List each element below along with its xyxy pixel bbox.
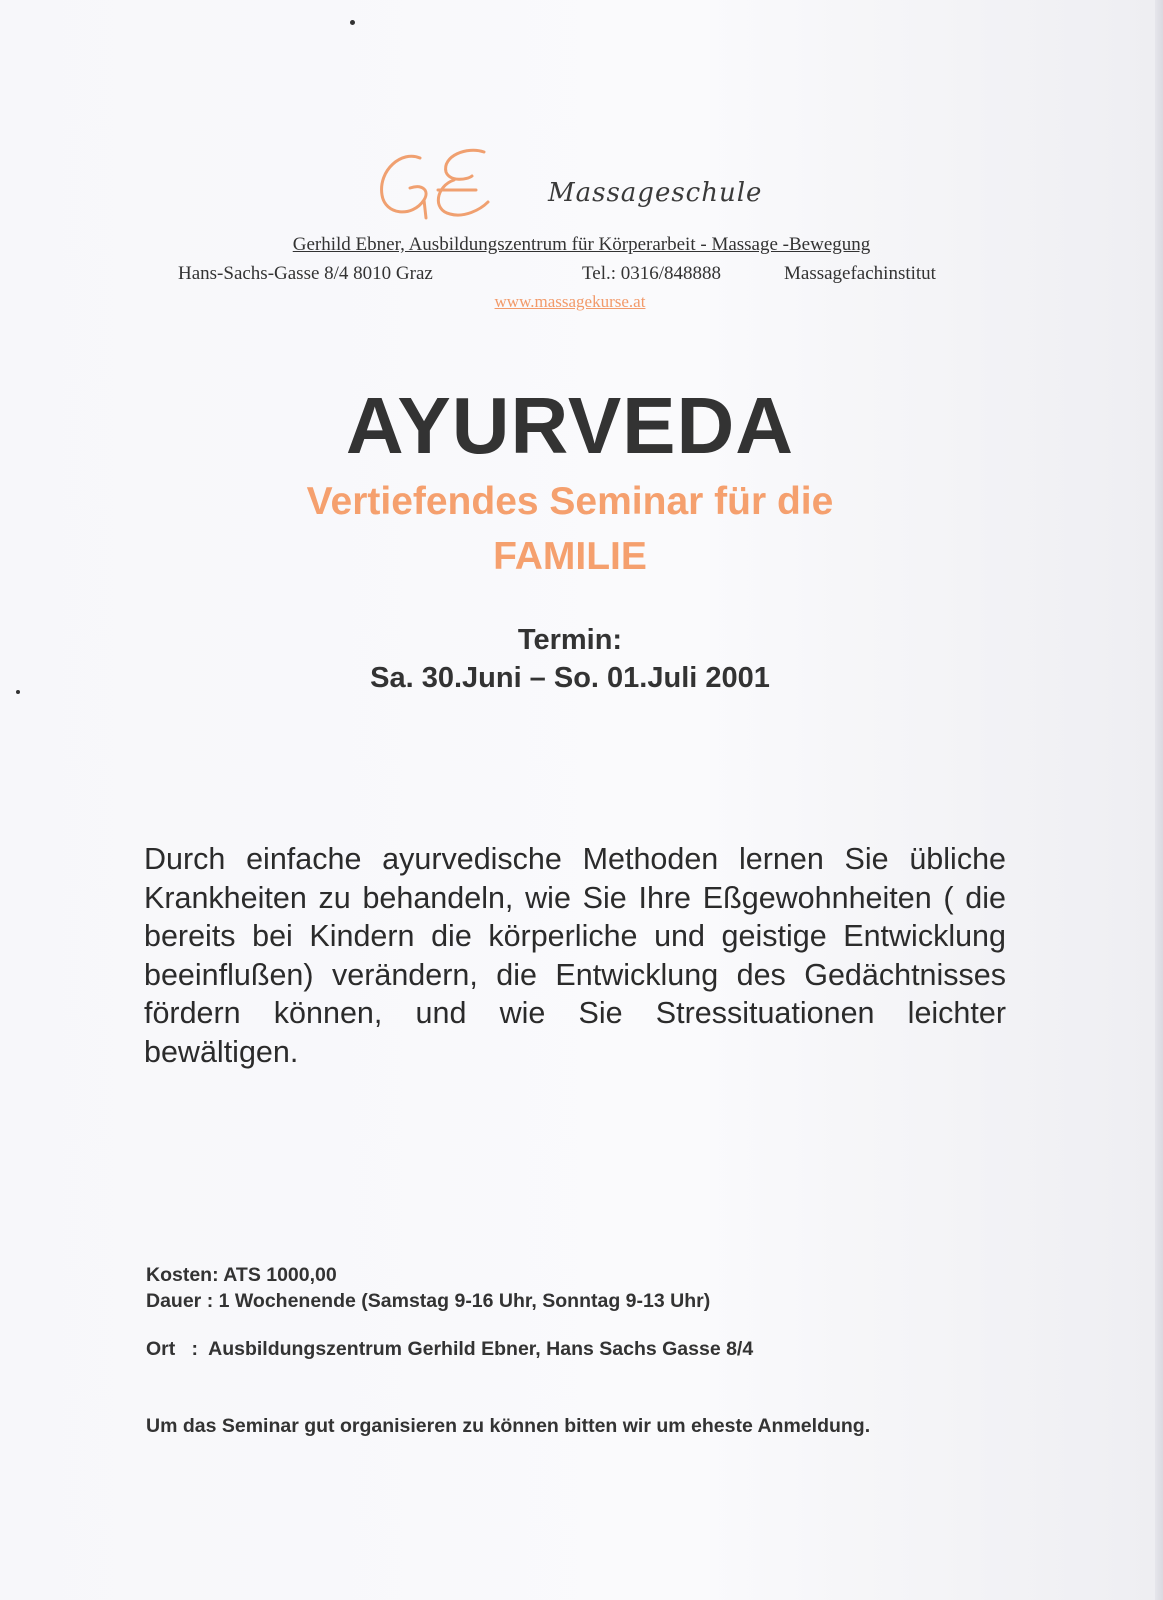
brand-name: Massageschule bbox=[548, 178, 763, 208]
ge-monogram-logo bbox=[372, 140, 512, 225]
page-title: AYURVEDA bbox=[345, 381, 795, 470]
subtitle-line1: Vertiefendes Seminar für die bbox=[306, 480, 834, 523]
termin-label: Termin: bbox=[517, 624, 623, 656]
letterhead-tagline bbox=[0, 234, 1163, 256]
termin-date: Sa. 30.Juni – So. 01.Juli 2001 bbox=[370, 662, 770, 694]
institute-label: Massagefachinstitut bbox=[784, 263, 936, 284]
description-paragraph: Durch einfache ayurvedische Methoden lernen Sie übliche Krankheiten zu behandeln, wie Sie Ihre Eßgewohnheiten ( die bereits bei Kindern die körperliche und geistige Entwicklung beeinflußen) verändern, die Entwicklung des Gedächtnisses fördern können, und wie Sie Stressituationen leichter bewältigen. bbox=[144, 842, 1006, 1069]
duration-line: Dauer : 1 Wochenende (Samstag 9-16 Uhr, Sonntag 9-13 Uhr) bbox=[146, 1290, 711, 1312]
cost-line: Kosten: ATS 1000,00 bbox=[146, 1264, 337, 1286]
location-line: Ort : Ausbildungszentrum Gerhild Ebner, Hans Sachs Gasse 8/4 bbox=[146, 1338, 754, 1360]
subtitle-line2: FAMILIE bbox=[493, 535, 647, 578]
registration-note: Um das Seminar gut organisieren zu können bitten wir um eheste Anmeldung. bbox=[146, 1415, 871, 1437]
address: Hans-Sachs-Gasse 8/4 8010 Graz bbox=[178, 263, 433, 284]
phone: Tel.: 0316/848888 bbox=[582, 263, 722, 284]
website-link[interactable]: www.massagekurse.at bbox=[494, 292, 646, 311]
letterhead-logo bbox=[0, 140, 1163, 230]
tagline-text: Gerhild Ebner, Ausbildungszentrum für Körperarbeit - Massage -Bewegung bbox=[292, 234, 871, 255]
speck bbox=[350, 20, 355, 25]
